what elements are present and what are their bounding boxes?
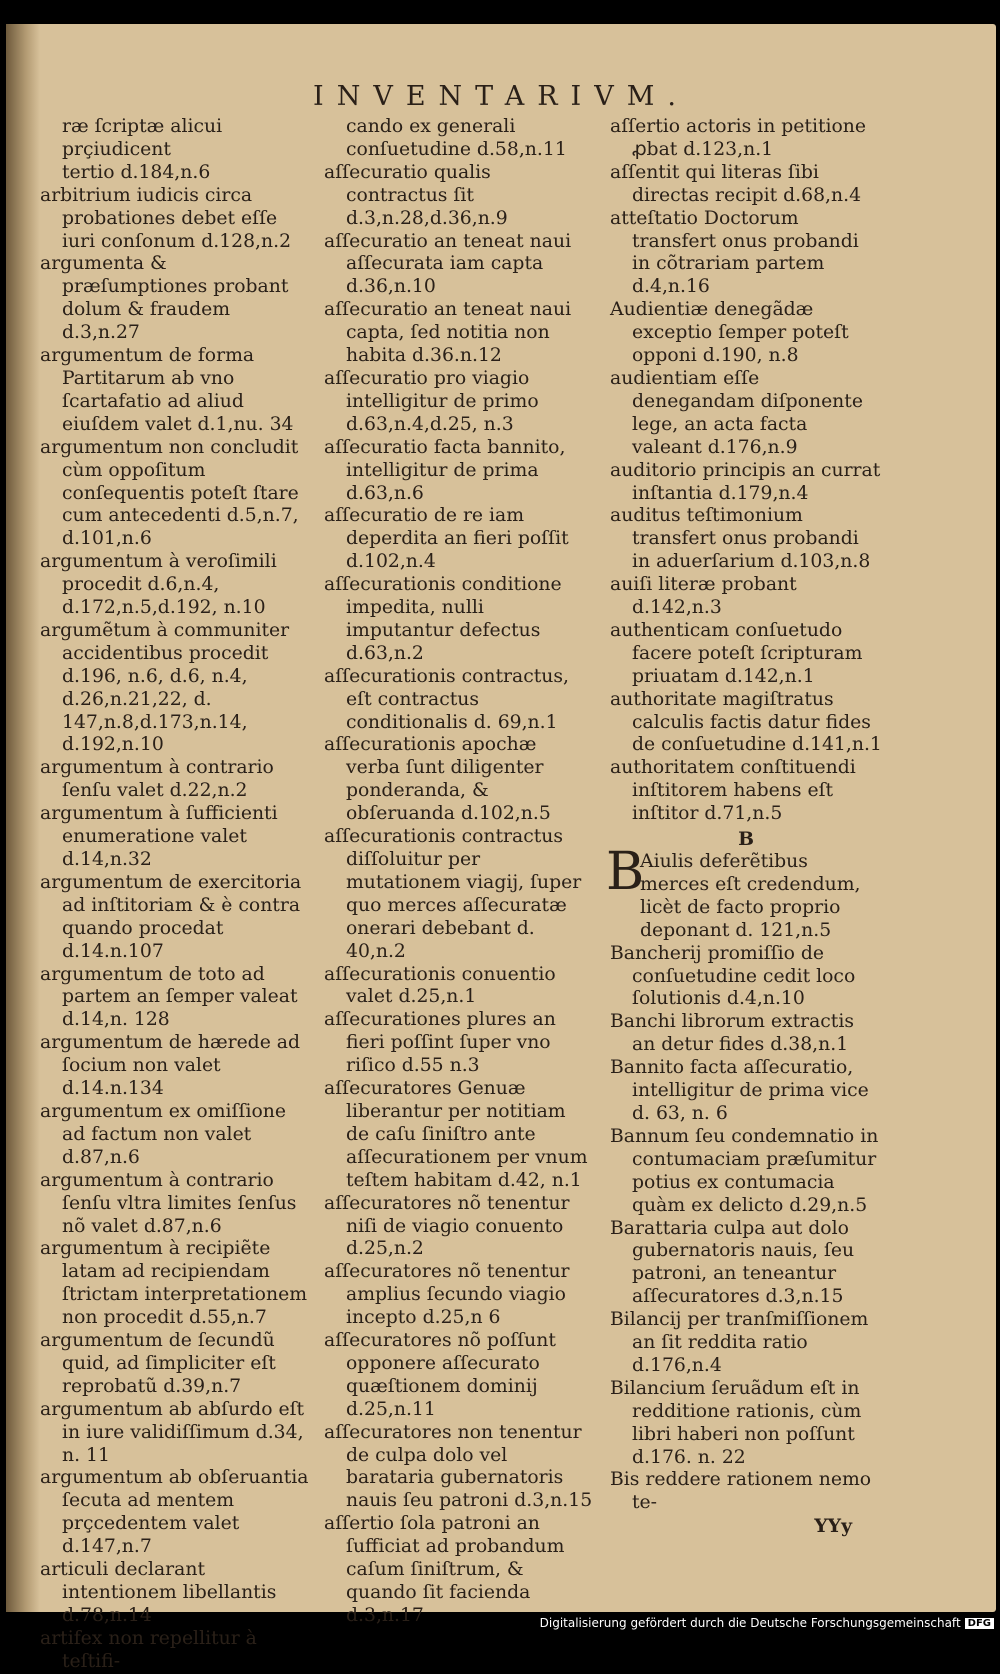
running-header: INVENTARIVM. bbox=[313, 81, 689, 112]
page-gutter-shadow bbox=[6, 24, 40, 1612]
index-entry: aſſecuratio an teneat naui capta, ſed notitia non habita d.36.n.12 bbox=[324, 299, 572, 367]
index-entry: aſſecuratio pro viagio intelligitur de primo d.63,n.4,d.25, n.3 bbox=[324, 367, 539, 435]
index-entry: aſſecuratio qualis contractus ſit d.3,n.28,d.36,n.9 bbox=[324, 161, 508, 229]
index-column-2 bbox=[324, 116, 594, 1628]
index-entry: audientiam eſſe denegandam diſponente lege, an acta facta valeant d.176,n.9 bbox=[610, 367, 863, 458]
index-entry: Bis reddere rationem nemo te- bbox=[610, 1469, 872, 1514]
index-entry: Bancherij promiſſio de conſuetudine cedit loco ſolutionis d.4,n.10 bbox=[610, 942, 856, 1010]
index-entry: authenticam conſuetudo facere poteſt ſcripturam priuatam d.142,n.1 bbox=[610, 619, 863, 687]
index-entry: argumentum à contrario ſenſu vltra limites ſenſus nõ valet d.87,n.6 bbox=[40, 1169, 297, 1237]
index-entry: aſſecurationis conditione impedita, nulli imputantur defectus d.63,n.2 bbox=[324, 574, 562, 664]
index-entry: atteſtatio Doctorum transfert onus probandi in cõtrariam partem d.4,n.16 bbox=[610, 207, 859, 298]
index-entry: aſſecurationis apochæ verba ſunt diligenter ponderanda, & obſeruanda d.102,n.5 bbox=[324, 734, 551, 825]
index-entry: Bannum ſeu condemnatio in contumaciam præſumitur potius ex contumacia quàm ex delicto d.29,n.5 bbox=[610, 1125, 879, 1216]
index-column-1 bbox=[40, 116, 312, 1674]
index-entry: authoritate magiſtratus calculis factis datur fides de conſuetudine d.141,n.1 bbox=[610, 688, 882, 756]
signature-mark: YYy bbox=[814, 1515, 852, 1538]
index-entry: aſſecuratores Genuæ liberantur per notitiam de caſu ſiniſtro ante aſſecurationem per vnum teſtem habitam d.42, n.1 bbox=[324, 1078, 588, 1191]
index-entry-baiulis bbox=[606, 842, 882, 943]
index-entry: auditorio principis an currat inſtantia d.179,n.4 bbox=[610, 459, 881, 504]
index-entry: argumentum non concludit cùm oppoſitum conſequentis poteſt ſtare cum antecedenti d.5,n.7, d.101,n.6 bbox=[40, 436, 299, 550]
index-entry: tertio d.184,n.6 bbox=[62, 161, 211, 183]
index-entry: Barattaria culpa aut dolo gubernatoris nauis, ſeu patroni, an teneantur aſſecuratores d.3,n.15 bbox=[610, 1217, 855, 1308]
index-entry: aſſecuratores nõ poſſunt opponere aſſecurato quæſtionem dominij d.25,n.11 bbox=[324, 1330, 556, 1420]
index-entry: ræ ſcriptæ alicui prçiudicent bbox=[62, 116, 223, 160]
index-entry: argumentum de ſecundũ quid, ad ſimpliciter eſt reprobatũ d.39,n.7 bbox=[40, 1330, 276, 1397]
index-entry: auditus teſtimonium transfert onus probandi in aduerſarium d.103,n.8 bbox=[610, 505, 871, 573]
index-entry: argumentum ex omiſſione ad factum non valet d.87,n.6 bbox=[40, 1100, 286, 1168]
index-entry: argumentum à contrario ſenſu valet d.22,n.2 bbox=[40, 757, 274, 802]
index-entry: Audientiæ denegãdæ exceptio ſemper poteſt opponi d.190, n.8 bbox=[610, 299, 849, 367]
index-entry: argumentum de toto ad partem an ſemper valeat d.14,n. 128 bbox=[40, 963, 298, 1031]
index-entry: aſſecuratores nõ tenentur amplius ſecundo viagio incepto d.25,n 6 bbox=[324, 1261, 570, 1329]
index-entry: Bilancium ſeruãdum eſt in redditione rationis, cùm libri haberi non poſſunt d.176. n. 22 bbox=[610, 1377, 862, 1468]
drop-cap: B bbox=[606, 842, 645, 902]
index-entry: argumentum de exercitoria ad inſtitoriam & è contra quando procedat d.14.n.107 bbox=[40, 871, 302, 962]
index-entry: articuli declarant intentionem libellantis d.78,n.14 bbox=[40, 1559, 277, 1626]
index-entry: artifex non repellitur à teſtifi- bbox=[40, 1627, 257, 1672]
digitization-footer bbox=[540, 1616, 994, 1630]
index-entry: aſſecuratores nõ tenentur niſi de viagio conuento d.25,n.2 bbox=[324, 1192, 570, 1260]
index-entry: arbitrium iudicis circa probationes debet eſſe iuri conſonum d.128,n.2 bbox=[40, 184, 292, 252]
index-entry: aſſecuratio de re iam deperdita an fieri poſſit d.102,n.4 bbox=[324, 505, 569, 573]
dfg-logo-icon: DFG bbox=[965, 1618, 994, 1629]
index-entry: argumentum de hærede ad ſocium non valet d.14.n.134 bbox=[40, 1032, 301, 1100]
index-entry: argumentum à veroſimili procedit d.6,n.4, d.172,n.5,d.192, n.10 bbox=[40, 551, 277, 619]
index-entry: Bannito facta aſſecuratio, intelligitur de prima vice d. 63, n. 6 bbox=[610, 1057, 869, 1124]
index-entry: argumẽtum à communiter accidentibus procedit d.196, n.6, d.6, n.4, d.26,n.21,22, d. 147,n.8,d.173,n.14, d.192,n.10 bbox=[40, 619, 290, 756]
drop-entry-text: Aiulis deferẽtibus merces eſt credendum, licèt de facto proprio deponant d. 121,n.5 bbox=[640, 851, 861, 941]
index-entry: argumentum à ſufficienti enumeratione valet d.14,n.32 bbox=[40, 803, 278, 870]
index-entry: Banchi librorum extractis an detur fides d.38,n.1 bbox=[610, 1011, 855, 1056]
index-entry: authoritatem conſtituendi inſtitorem habens eſt inſtitor d.71,n.5 bbox=[610, 757, 856, 825]
index-entry: argumenta & præſumptiones probant dolum & fraudem d.3,n.27 bbox=[40, 253, 289, 344]
index-entry: aſſentit qui literas ſibi directas recipit d.68,n.4 bbox=[610, 161, 862, 206]
footer-text: Digitalisierung gefördert durch die Deutsche Forschungsgemeinschaft bbox=[539, 1616, 961, 1630]
index-entry: cando ex generali conſuetudine d.58,n.11 bbox=[346, 116, 567, 160]
index-entry: aſſecuratio an teneat naui aſſecurata iam capta d.36,n.10 bbox=[324, 230, 572, 298]
index-entry: aſſecurationis conuentio valet d.25,n.1 bbox=[324, 963, 556, 1008]
index-entry: argumentum à recipiẽte latam ad recipiendam ſtrictam interpretationem non procedit d.55,n.7 bbox=[40, 1238, 308, 1329]
index-entry: aſſecurationis contractus, eſt contractus conditionalis d. 69,n.1 bbox=[324, 665, 569, 733]
index-entry: aſſecuratio facta bannito, intelligitur de prima d.63,n.6 bbox=[324, 436, 566, 504]
index-column-3 bbox=[606, 116, 882, 1538]
index-entry: aſſertio ſola patroni an ſufficiat ad probandum caſum ſiniſtrum, & quando ſit facienda d.3,n.17 bbox=[324, 1513, 565, 1626]
section-letter-b: B bbox=[738, 828, 754, 851]
index-entry: argumentum de forma Partitarum ab vno ſcartafatio ad aliud eiuſdem valet d.1,nu. 34 bbox=[40, 345, 294, 435]
index-entry: Bilancij per tranſmiſſionem an ſit reddita ratio d.176,n.4 bbox=[610, 1309, 869, 1376]
index-entry: aſſertio actoris in petitione ꝓbat d.123,n.1 bbox=[610, 116, 867, 160]
index-entry: aſſecurationes plures an fieri poſſint ſuper vno riſico d.55 n.3 bbox=[324, 1009, 556, 1077]
index-entry: auiſi literæ probant d.142,n.3 bbox=[610, 574, 797, 619]
index-entry: aſſecuratores non tenentur de culpa dolo vel barataria gubernatoris nauis ſeu patroni d.3,n.15 bbox=[324, 1421, 593, 1512]
index-entry: aſſecurationis contractus diſſoluitur per mutationem viagij, ſuper quo merces aſſecuratæ onerari debebant d. 40,n.2 bbox=[324, 826, 582, 962]
index-entry: argumentum ab obſeruantia ſecuta ad mentem prçcedentem valet d.147,n.7 bbox=[40, 1467, 309, 1558]
index-entry: argumentum ab abſurdo eſt in iure validiſſimum d.34, n. 11 bbox=[40, 1398, 305, 1466]
